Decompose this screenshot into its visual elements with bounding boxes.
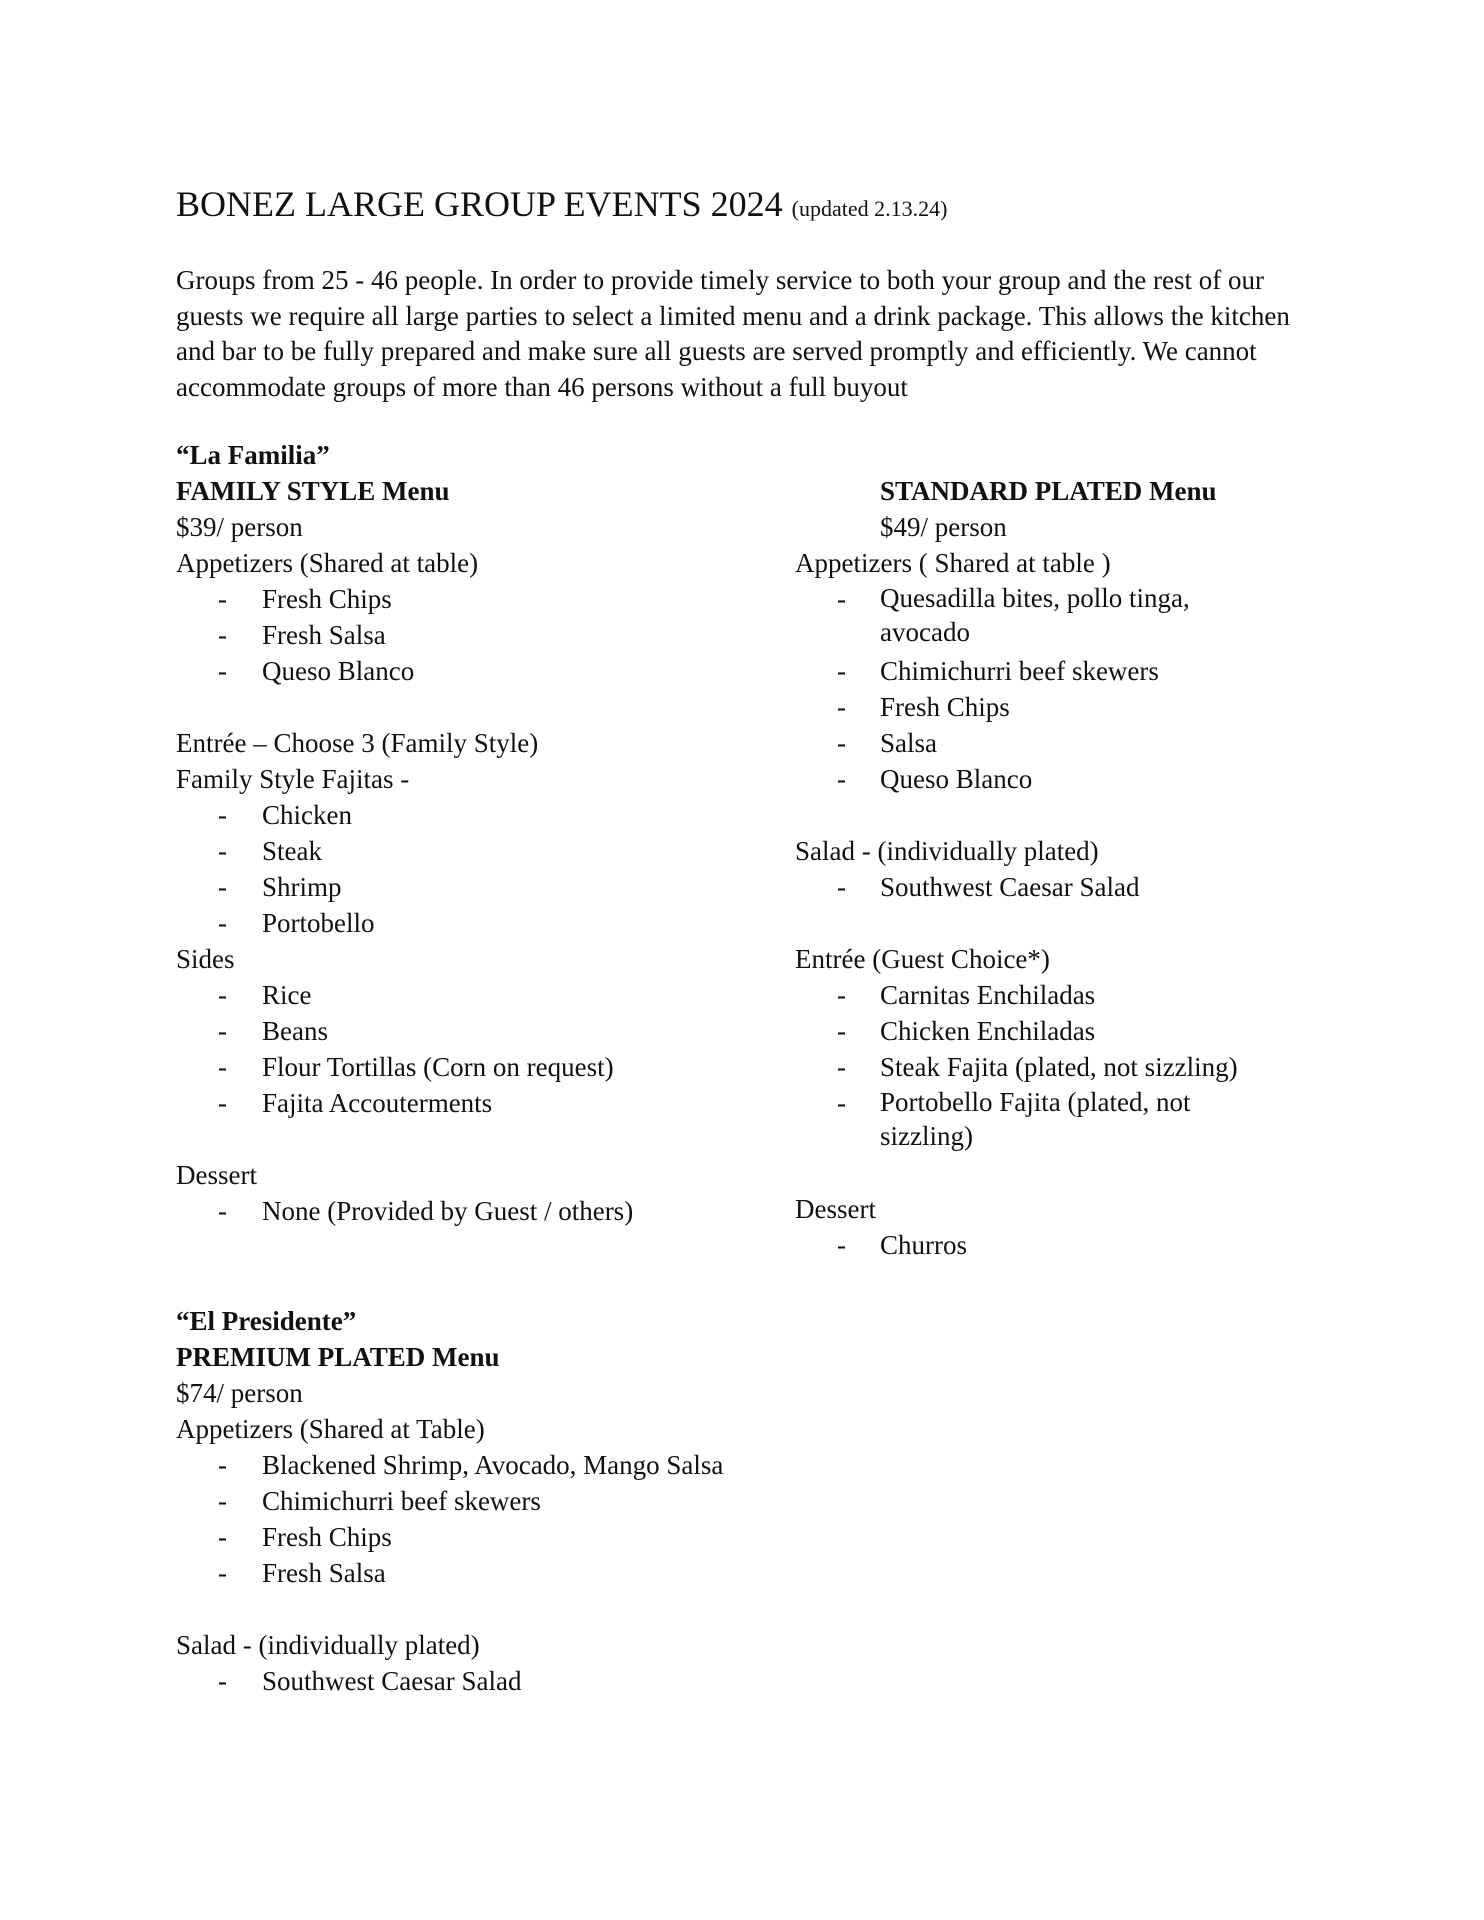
dash-bullet: - bbox=[837, 764, 846, 794]
dash-bullet: - bbox=[218, 1450, 227, 1480]
page-title bbox=[176, 180, 947, 233]
family-dessert-label: Dessert bbox=[176, 1160, 257, 1190]
list-item-text: Fresh Chips bbox=[262, 1522, 392, 1552]
title-main: BONEZ LARGE GROUP EVENTS 2024 bbox=[176, 184, 783, 224]
intro-paragraph: Groups from 25 - 46 people. In order to provide timely service to both your group and the rest of our guests we require all large parties to select a limited menu and a drink package. This allows the kitchen and bar to be fully prepared and make sure all guests are served promptly and efficiently. We cannot accommodate groups of more than 46 persons without a full buyout bbox=[176, 265, 1290, 402]
dash-bullet: - bbox=[218, 980, 227, 1010]
family-nickname: “La Familia” bbox=[176, 440, 330, 470]
list-item-text: Churros bbox=[880, 1230, 967, 1260]
dash-bullet: - bbox=[218, 872, 227, 902]
standard-price: $49/ person bbox=[880, 512, 1007, 542]
standard-entree-label: Entrée (Guest Choice*) bbox=[795, 944, 1050, 974]
standard-dessert-label: Dessert bbox=[795, 1194, 876, 1224]
dash-bullet: - bbox=[837, 584, 846, 614]
dash-bullet: - bbox=[218, 1052, 227, 1082]
dash-bullet: - bbox=[837, 1230, 846, 1260]
dash-bullet: - bbox=[218, 1088, 227, 1118]
family-fajitas-label: Family Style Fajitas - bbox=[176, 764, 410, 794]
list-item-text: Fajita Accouterments bbox=[262, 1088, 493, 1118]
list-item-text: Chimichurri beef skewers bbox=[880, 656, 1159, 686]
dash-bullet: - bbox=[837, 1016, 846, 1046]
dash-bullet: - bbox=[837, 1052, 846, 1082]
list-item-text: Fresh Chips bbox=[262, 584, 392, 614]
list-item-text: Queso Blanco bbox=[262, 656, 415, 686]
premium-nickname: “El Presidente” bbox=[176, 1306, 357, 1336]
premium-price: $74/ person bbox=[176, 1378, 303, 1408]
list-item-text: Steak Fajita (plated, not sizzling) bbox=[880, 1052, 1238, 1082]
dash-bullet: - bbox=[218, 1522, 227, 1552]
family-entree-label: Entrée – Choose 3 (Family Style) bbox=[176, 728, 539, 758]
list-item-text: Southwest Caesar Salad bbox=[880, 872, 1140, 902]
family-sides-label: Sides bbox=[176, 944, 235, 974]
list-item-text: Beans bbox=[262, 1016, 328, 1046]
dash-bullet: - bbox=[218, 1666, 227, 1696]
list-item-text: Shrimp bbox=[262, 872, 342, 902]
title-updated: (updated 2.13.24) bbox=[791, 196, 948, 221]
dash-bullet: - bbox=[837, 872, 846, 902]
list-item-text: Chicken bbox=[262, 800, 352, 830]
list-item-text: None (Provided by Guest / others) bbox=[262, 1196, 634, 1226]
list-item-text: Portobello bbox=[262, 908, 375, 938]
premium-salad-label: Salad - (individually plated) bbox=[176, 1630, 480, 1660]
premium-appetizers-label: Appetizers (Shared at Table) bbox=[176, 1414, 485, 1444]
premium-menu-title: PREMIUM PLATED Menu bbox=[176, 1342, 500, 1372]
dash-bullet: - bbox=[837, 692, 846, 722]
dash-bullet: - bbox=[837, 728, 846, 758]
dash-bullet: - bbox=[218, 1486, 227, 1516]
list-item-text: Steak bbox=[262, 836, 322, 866]
list-item-text: Queso Blanco bbox=[880, 764, 1033, 794]
dash-bullet: - bbox=[218, 620, 227, 650]
list-item-text: Fresh Chips bbox=[880, 692, 1010, 722]
dash-bullet: - bbox=[218, 584, 227, 614]
standard-appetizers-label: Appetizers ( Shared at table ) bbox=[795, 548, 1111, 578]
dash-bullet: - bbox=[218, 1016, 227, 1046]
list-item-text: Southwest Caesar Salad bbox=[262, 1666, 522, 1696]
list-item-text: Salsa bbox=[880, 728, 937, 758]
dash-bullet: - bbox=[218, 800, 227, 830]
standard-salad-label: Salad - (individually plated) bbox=[795, 836, 1099, 866]
list-item-text: Portobello Fajita (plated, not sizzling) bbox=[880, 1087, 1191, 1151]
family-appetizers-label: Appetizers (Shared at table) bbox=[176, 548, 479, 578]
list-item-text: Blackened Shrimp, Avocado, Mango Salsa bbox=[262, 1450, 724, 1480]
dash-bullet: - bbox=[218, 1196, 227, 1226]
standard-menu-title: STANDARD PLATED Menu bbox=[880, 476, 1217, 506]
list-item-text: Chicken Enchiladas bbox=[880, 1016, 1096, 1046]
dash-bullet: - bbox=[837, 656, 846, 686]
dash-bullet: - bbox=[218, 908, 227, 938]
list-item-text: Chimichurri beef skewers bbox=[262, 1486, 541, 1516]
list-item-text: Fresh Salsa bbox=[262, 1558, 386, 1588]
list-item-text: Carnitas Enchiladas bbox=[880, 980, 1096, 1010]
list-item-text: Flour Tortillas (Corn on request) bbox=[262, 1052, 614, 1082]
dash-bullet: - bbox=[837, 980, 846, 1010]
dash-bullet: - bbox=[218, 836, 227, 866]
list-item-text: Rice bbox=[262, 980, 312, 1010]
family-price: $39/ person bbox=[176, 512, 303, 542]
list-item-text: Quesadilla bites, pollo tinga, avocado bbox=[880, 583, 1190, 647]
dash-bullet: - bbox=[837, 1088, 846, 1118]
list-item-text: Fresh Salsa bbox=[262, 620, 386, 650]
dash-bullet: - bbox=[218, 1558, 227, 1588]
family-menu-title: FAMILY STYLE Menu bbox=[176, 476, 450, 506]
dash-bullet: - bbox=[218, 656, 227, 686]
